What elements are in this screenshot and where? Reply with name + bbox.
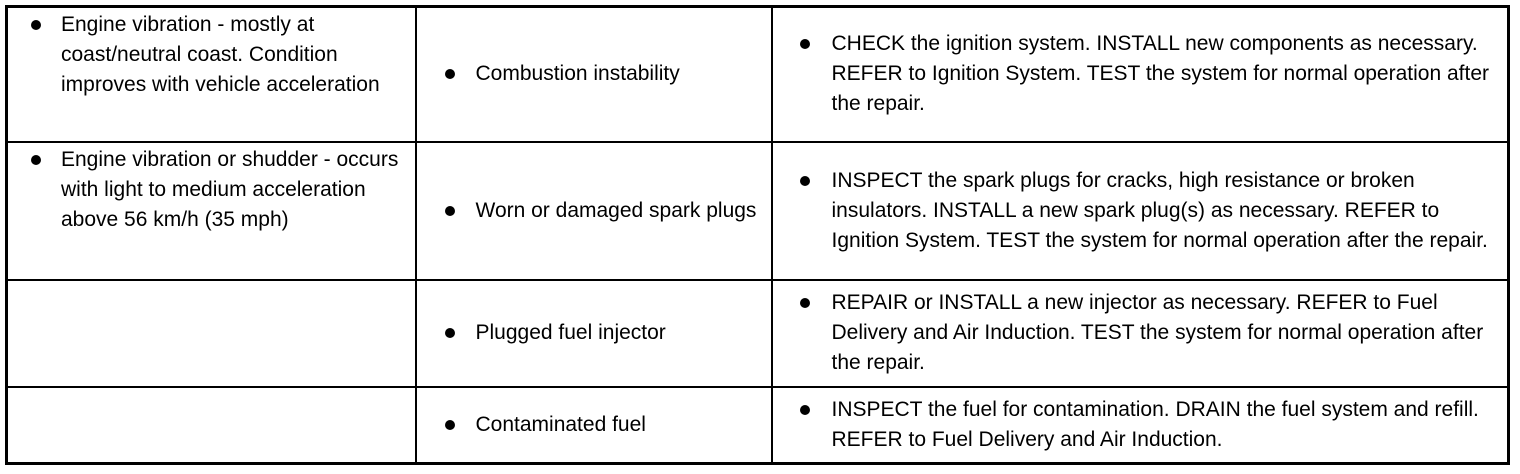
bullet-icon <box>31 155 41 165</box>
bullet-icon <box>445 69 455 79</box>
action-text: INSPECT the fuel for contamination. DRAIN the fuel system and refill. REFER to Fuel Delivery and Air Induction. <box>831 397 1479 451</box>
symptom-text: Engine vibration - mostly at coast/neutral coast. Condition improves with vehicle acceleration <box>61 13 380 96</box>
cause-item <box>417 57 771 91</box>
table-row <box>7 7 1509 142</box>
symptom-item <box>8 8 415 104</box>
cause-item <box>417 408 771 442</box>
action-item <box>773 393 1508 457</box>
symptom-cell-empty <box>7 280 416 387</box>
cause-text: Combustion instability <box>475 62 680 86</box>
cause-text: Contaminated fuel <box>475 412 646 436</box>
symptom-cell <box>7 142 416 280</box>
action-item <box>773 164 1508 258</box>
table-row <box>7 142 1509 280</box>
symptom-cell <box>7 7 416 142</box>
action-cell <box>772 387 1509 464</box>
bullet-icon <box>800 298 810 308</box>
bullet-icon <box>800 176 810 186</box>
cause-cell <box>416 387 772 464</box>
cause-cell <box>416 7 772 142</box>
action-cell <box>772 142 1509 280</box>
cause-item <box>417 194 771 228</box>
action-cell <box>772 280 1509 387</box>
symptom-text: Engine vibration or shudder - occurs with light to medium acceleration above 56 km/h (35 mph) <box>61 147 399 231</box>
cause-text: Worn or damaged spark plugs <box>475 198 757 222</box>
bullet-icon <box>800 39 810 49</box>
bullet-icon <box>31 20 41 30</box>
table-row <box>7 387 1509 464</box>
bullet-icon <box>445 206 455 216</box>
symptom-cell-empty <box>7 387 416 464</box>
cause-text: Plugged fuel injector <box>475 321 666 344</box>
cause-item <box>417 316 771 350</box>
action-item <box>773 286 1508 380</box>
symptom-item <box>8 143 415 239</box>
cause-cell <box>416 142 772 280</box>
action-cell <box>772 7 1509 142</box>
cause-cell <box>416 280 772 387</box>
action-text: REPAIR or INSTALL a new injector as necessary. REFER to Fuel Delivery and Air Induction. TEST the system for normal operation after the repair. <box>831 291 1484 374</box>
bullet-icon <box>445 328 455 338</box>
action-text: CHECK the ignition system. INSTALL new components as necessary. REFER to Ignition System. TEST the system for normal operation after the repair. <box>831 32 1489 116</box>
table-row <box>7 280 1509 387</box>
diagnostic-table <box>5 5 1510 465</box>
action-item <box>773 27 1508 121</box>
action-text: INSPECT the spark plugs for cracks, high resistance or broken insulators. INSTALL a new spark plug(s) as necessary. REFER to Ignition System. TEST the system for normal operation after the repair. <box>831 168 1488 252</box>
bullet-icon <box>800 405 810 415</box>
bullet-icon <box>445 420 455 430</box>
